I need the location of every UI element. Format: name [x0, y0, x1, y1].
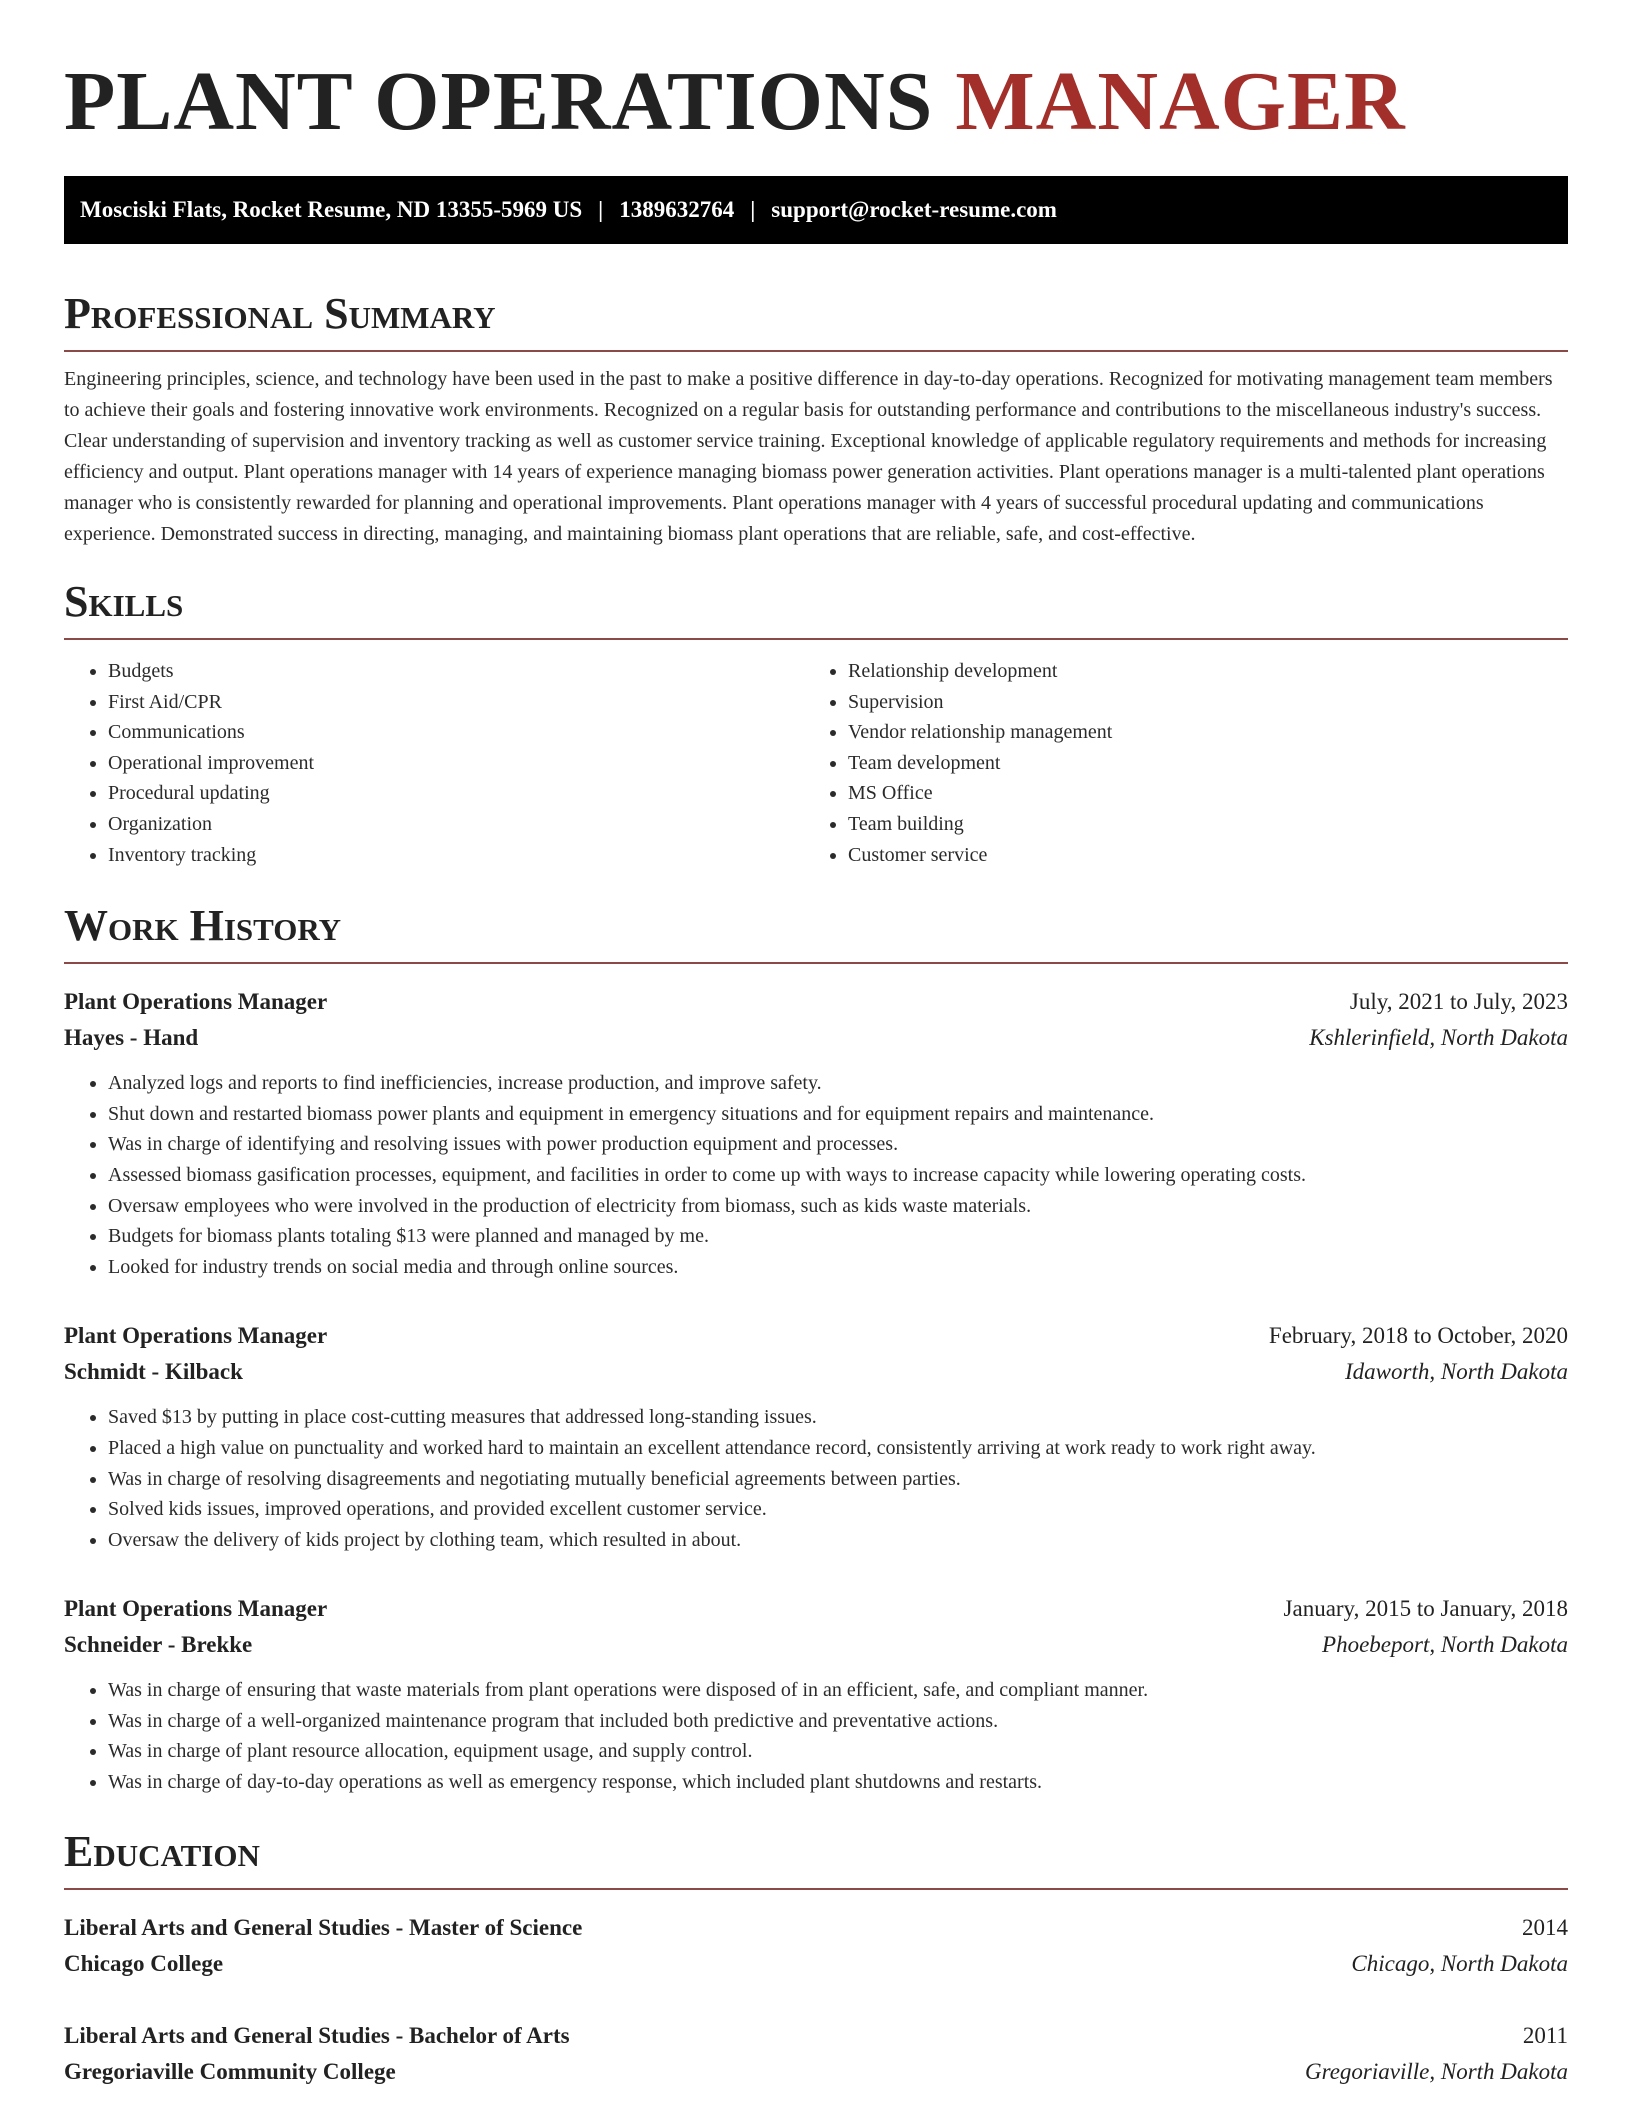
contact-address: Mosciski Flats, Rocket Resume, ND 13355-5969 US: [80, 197, 583, 222]
resume-title: [64, 0, 1568, 152]
job-company: Hayes - Hand: [64, 1025, 199, 1051]
title-accent: MANAGER: [955, 55, 1406, 148]
job-header-row: [64, 1591, 1568, 1627]
education-school: Chicago College: [64, 1950, 224, 1976]
summary-text: Engineering principles, science, and technology have been used in the past to make a positive difference in day-to-day operations. Recognized for motivating management team members to achieve their goals and fostering innovative work environments. Recognized on a regular basis for outstanding performance and contributions to the miscellaneous industry's success. Clear understanding of supervision and inventory tracking as well as customer service training. Exceptional knowledge of applicable regulatory requirements and methods for increasing efficiency and output. Plant operations manager with 14 years of experience managing biomass power generation activities. Plant operations manager is a multi-talented plant operations manager who is consistently rewarded for planning and operational improvements. Plant operations manager with 4 years of successful procedural updating and communications experience. Demonstrated success in directing, managing, and maintaining biomass plant operations that are reliable, safe, and cost-effective.: [64, 368, 1553, 545]
skill-item: • First Aid/CPR: [108, 687, 804, 718]
job-bullet: • Solved kids issues, improved operations, and provided excellent customer service.: [108, 1494, 1568, 1525]
job-entry: [64, 1318, 1568, 1555]
education-school-row: [64, 2054, 1568, 2090]
job-company: Schneider - Brekke: [64, 1632, 253, 1658]
job-title: Plant Operations Manager: [64, 989, 328, 1015]
job-header-row: [64, 984, 1568, 1020]
skill-item: • Team building: [848, 809, 1544, 840]
education-degree: Liberal Arts and General Studies - Bachelor of Arts: [64, 2022, 570, 2048]
education-degree-row: [64, 1910, 1568, 1946]
skill-item: • Procedural updating: [108, 778, 804, 809]
skill-item: • Supervision: [848, 687, 1544, 718]
job-location: Phoebeport, North Dakota: [1322, 1632, 1568, 1658]
skill-item: • Communications: [108, 717, 804, 748]
skills-heading: Skills: [64, 577, 184, 626]
skill-item: • Operational improvement: [108, 748, 804, 779]
contact-email: support@rocket-resume.com: [771, 197, 1057, 222]
education-year: 2011: [1522, 2022, 1568, 2048]
section-divider: [64, 638, 1568, 640]
summary-heading: Professional Summary: [64, 289, 496, 338]
job-dates: January, 2015 to January, 2018: [1283, 1596, 1568, 1622]
section-divider: [64, 962, 1568, 964]
job-bullet: • Oversaw the delivery of kids project by clothing team, which resulted in about.: [108, 1525, 1568, 1556]
job-bullet: • Was in charge of a well-organized maintenance program that included both predictive and preventative actions.: [108, 1706, 1568, 1737]
job-bullet: • Oversaw employees who were involved in the production of electricity from biomass, such as kids waste materials.: [108, 1191, 1568, 1222]
job-title: Plant Operations Manager: [64, 1596, 328, 1622]
job-dates: July, 2021 to July, 2023: [1349, 989, 1568, 1015]
job-company-row: [64, 1020, 1568, 1056]
education-entry: [64, 1910, 1568, 1982]
job-dates: February, 2018 to October, 2020: [1268, 1323, 1568, 1349]
skills-list: [64, 656, 1568, 870]
job-bullets: [64, 1675, 1568, 1797]
skill-item: • Organization: [108, 809, 804, 840]
job-bullet: • Was in charge of plant resource allocation, equipment usage, and supply control.: [108, 1736, 1568, 1767]
skills-column-right: [804, 656, 1544, 870]
title-main: PLANT OPERATIONS: [64, 55, 934, 148]
job-entry: [64, 984, 1568, 1282]
section-divider: [64, 1888, 1568, 1890]
job-bullet: • Saved $13 by putting in place cost-cutting measures that addressed long-standing issues.: [108, 1402, 1568, 1433]
job-bullet: • Assessed biomass gasification processes, equipment, and facilities in order to come up with ways to increase capacity while lowering operating costs.: [108, 1160, 1568, 1191]
education-location: Chicago, North Dakota: [1351, 1950, 1568, 1976]
job-bullet: • Placed a high value on punctuality and worked hard to maintain an excellent attendance record, consistently arriving at work ready to work right away.: [108, 1433, 1568, 1464]
job-bullets: [64, 1068, 1568, 1282]
contact-bar: [64, 176, 1568, 244]
skills-column-left: [64, 656, 804, 870]
work-history-heading: Work History: [64, 901, 342, 951]
job-location: Kshlerinfield, North Dakota: [1309, 1025, 1568, 1051]
contact-separator: |: [598, 197, 604, 222]
job-company-row: [64, 1354, 1568, 1390]
skill-item: • MS Office: [848, 778, 1544, 809]
job-company-row: [64, 1627, 1568, 1663]
job-company: Schmidt - Kilback: [64, 1359, 243, 1385]
contact-phone: 1389632764: [619, 197, 735, 222]
job-bullet: • Was in charge of day-to-day operations as well as emergency response, which included plant shutdowns and restarts.: [108, 1767, 1568, 1798]
education-school: Gregoriaville Community College: [64, 2058, 396, 2084]
skill-item: • Inventory tracking: [108, 840, 804, 871]
education-year: 2014: [1522, 1914, 1568, 1940]
education-entry: [64, 2018, 1568, 2090]
education-degree: Liberal Arts and General Studies - Master of Science: [64, 1914, 583, 1940]
skill-item: • Vendor relationship management: [848, 717, 1544, 748]
education-heading: Education: [64, 1826, 260, 1876]
job-bullet: • Was in charge of resolving disagreements and negotiating mutually beneficial agreements between parties.: [108, 1464, 1568, 1495]
section-divider: [64, 350, 1568, 352]
job-entry: [64, 1591, 1568, 1797]
skill-item: • Relationship development: [848, 656, 1544, 687]
job-bullet: • Was in charge of identifying and resolving issues with power production equipment and processes.: [108, 1129, 1568, 1160]
education-school-row: [64, 1946, 1568, 1982]
contact-separator: |: [750, 197, 756, 222]
job-bullet: • Was in charge of ensuring that waste materials from plant operations were disposed of in an efficient, safe, and compliant manner.: [108, 1675, 1568, 1706]
education-degree-row: [64, 2018, 1568, 2054]
job-location: Idaworth, North Dakota: [1345, 1359, 1568, 1385]
job-header-row: [64, 1318, 1568, 1354]
job-bullet: • Shut down and restarted biomass power plants and equipment in emergency situations and for equipment repairs and maintenance.: [108, 1099, 1568, 1130]
job-bullet: • Budgets for biomass plants totaling $13 were planned and managed by me.: [108, 1221, 1568, 1252]
skill-item: • Customer service: [848, 840, 1544, 871]
job-bullet: • Looked for industry trends on social media and through online sources.: [108, 1252, 1568, 1283]
skill-item: • Budgets: [108, 656, 804, 687]
job-bullet: • Analyzed logs and reports to find inefficiencies, increase production, and improve safety.: [108, 1068, 1568, 1099]
job-bullets: [64, 1402, 1568, 1555]
skill-item: • Team development: [848, 748, 1544, 779]
education-location: Gregoriaville, North Dakota: [1305, 2058, 1568, 2084]
job-title: Plant Operations Manager: [64, 1323, 328, 1349]
